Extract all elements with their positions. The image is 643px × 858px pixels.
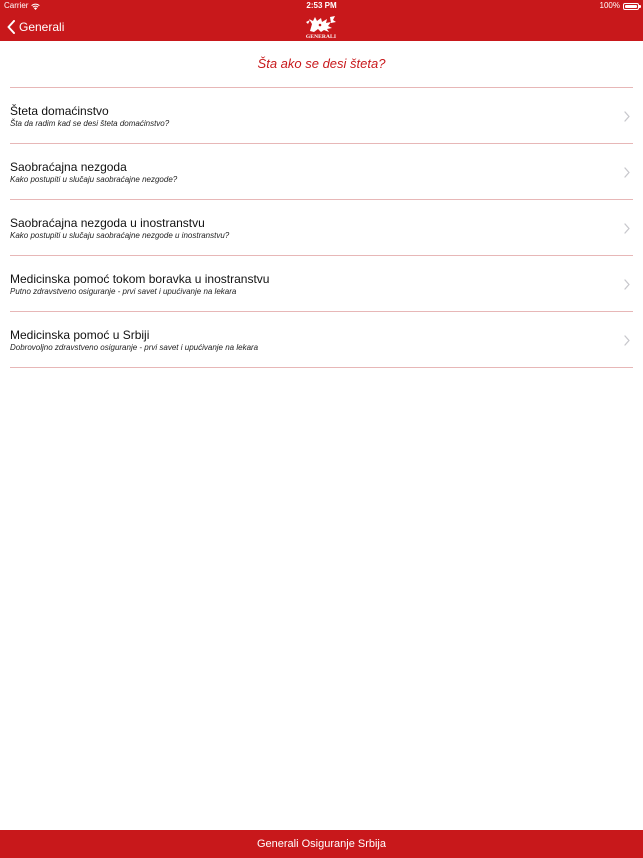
chevron-right-icon [624,223,630,234]
list-item-subtitle: Putno zdravstveno osiguranje - prvi savet i upućivanje na lekara [10,287,237,296]
chevron-right-icon [624,279,630,290]
generali-logo [300,13,342,40]
list-item-traffic-accident-abroad[interactable] [10,200,633,256]
back-button[interactable] [7,12,64,41]
list-item-title: Medicinska pomoć u Srbiji [10,328,150,342]
status-bar [0,0,643,12]
chevron-right-icon [624,335,630,346]
claims-list [10,87,633,368]
chevron-left-icon [7,20,15,34]
carrier-label: Carrier [4,1,29,10]
navigation-bar [0,12,643,41]
footer-bar [0,830,643,858]
list-item-subtitle: Kako postupiti u slučaju saobraćajne nezgode? [10,175,178,184]
battery-percent: 100% [599,1,620,10]
list-item-subtitle: Šta da radim kad se desi šteta domaćinstvo? [10,119,170,128]
lion-icon [300,13,342,34]
list-item-medical-help-abroad[interactable] [10,256,633,312]
list-item-title: Saobraćajna nezgoda [10,160,127,174]
list-item-household-damage[interactable] [10,88,633,144]
page-title: Šta ako se desi šteta? [257,56,386,71]
status-time: 2:53 PM [306,1,337,10]
logo-wordmark: GENERALI [305,34,337,40]
list-item-medical-help-serbia[interactable] [10,312,633,368]
chevron-right-icon [624,111,630,122]
battery-icon [623,3,639,10]
list-item-title: Šteta domaćinstvo [10,104,109,118]
list-item-subtitle: Kako postupiti u slučaju saobraćajne nezgode u inostranstvu? [10,231,230,240]
back-label: Generali [19,19,65,34]
footer-label: Generali Osiguranje Srbija [256,838,386,850]
list-item-subtitle: Dobrovoljno zdravstveno osiguranje - prvi savet i upućivanje na lekara [10,343,259,352]
status-battery [600,0,639,12]
list-item-traffic-accident[interactable] [10,144,633,200]
chevron-right-icon [624,167,630,178]
list-item-title: Saobraćajna nezgoda u inostranstvu [10,216,205,230]
list-item-title: Medicinska pomoć tokom boravka u inostranstvu [10,272,270,286]
